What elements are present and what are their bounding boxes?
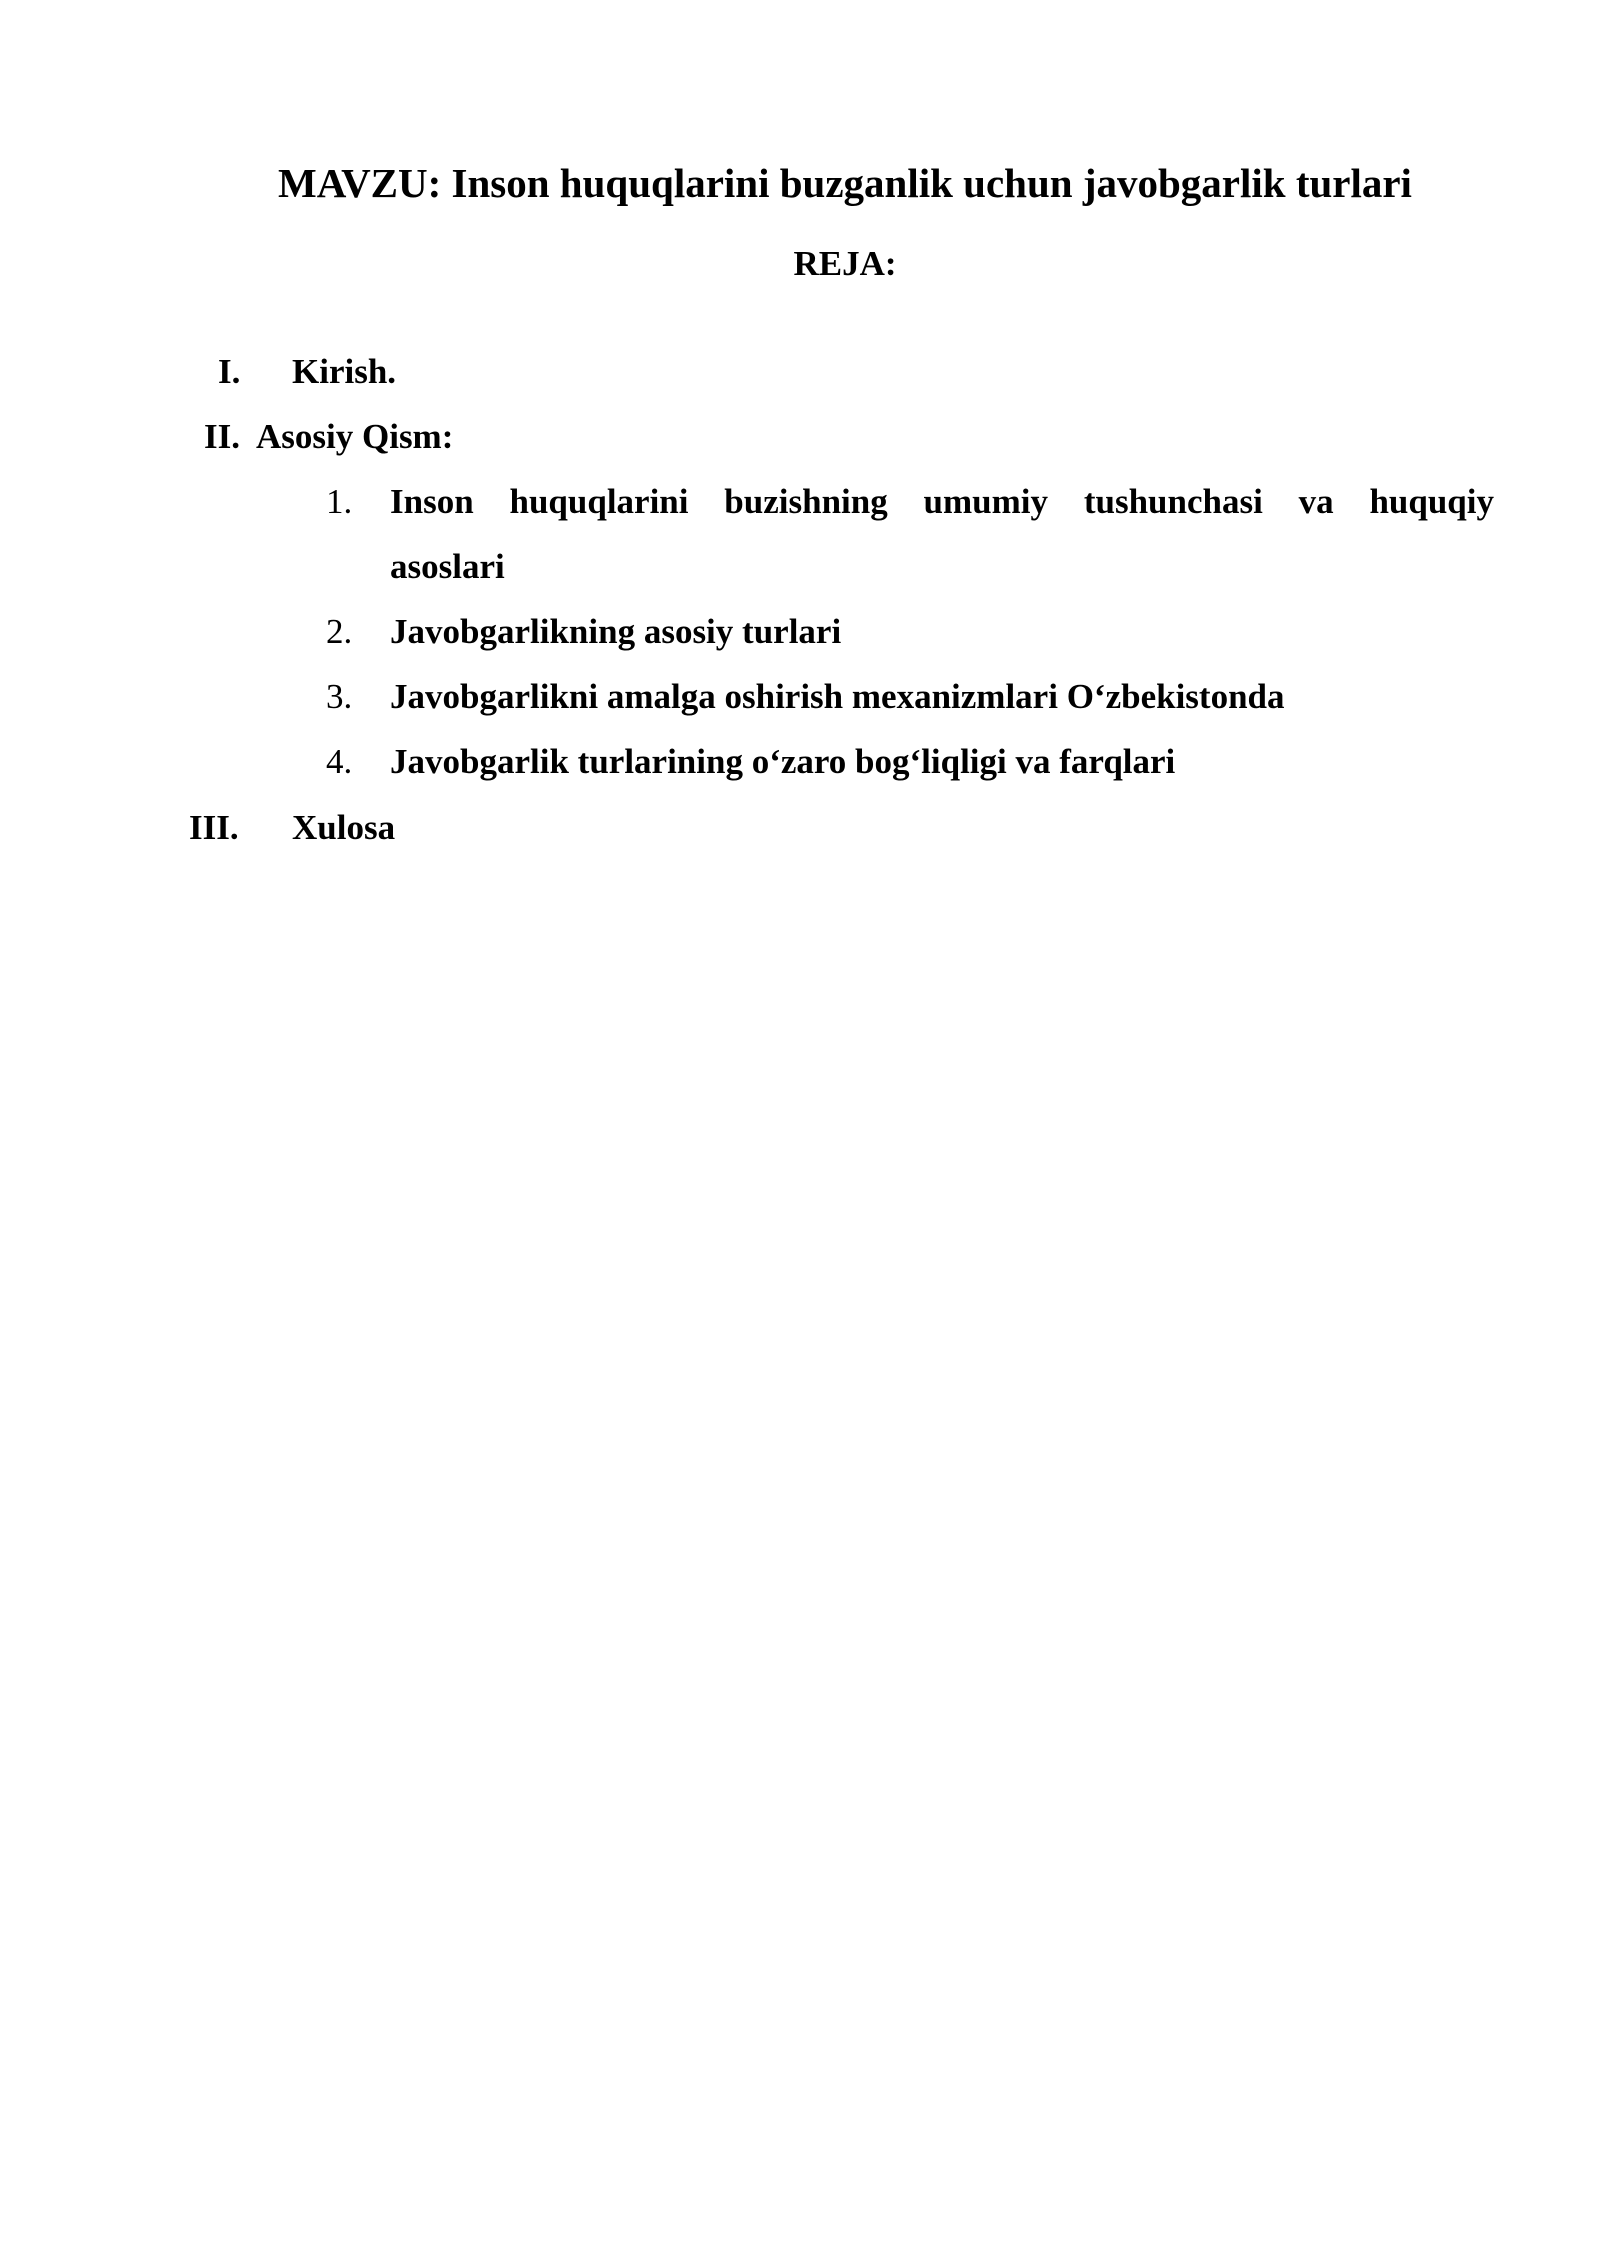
document-title: MAVZU: Inson huquqlarini buzganlik uchun javobgarlik turlari xyxy=(278,160,1412,206)
outline-numeral-2: II. xyxy=(204,417,240,456)
subitem-3: Javobgarlikni amalga oshirish mexanizmlari O‘zbekistonda xyxy=(390,677,1285,716)
outline-numeral-3: III. xyxy=(189,808,239,847)
outline-numeral-1: I. xyxy=(218,352,241,391)
subitem-1-line2: asoslari xyxy=(390,547,505,586)
plan-heading: REJA: xyxy=(793,244,897,283)
outline-item-main: Asosiy Qism: xyxy=(256,417,454,456)
subitem-1-line1: Inson huquqlarini buzishning umumiy tushunchasi va huquqiy xyxy=(390,482,1494,521)
subitem-number-3: 3. xyxy=(326,677,353,716)
outline-item-intro: Kirish. xyxy=(292,352,397,391)
subitem-number-2: 2. xyxy=(326,612,353,651)
subitem-number-1: 1. xyxy=(326,482,353,521)
subitem-2: Javobgarlikning asosiy turlari xyxy=(390,612,842,651)
outline-item-conclusion: Xulosa xyxy=(292,808,396,847)
subitem-4: Javobgarlik turlarining o‘zaro bog‘liqligi va farqlari xyxy=(390,742,1176,781)
subitem-number-4: 4. xyxy=(326,742,353,781)
